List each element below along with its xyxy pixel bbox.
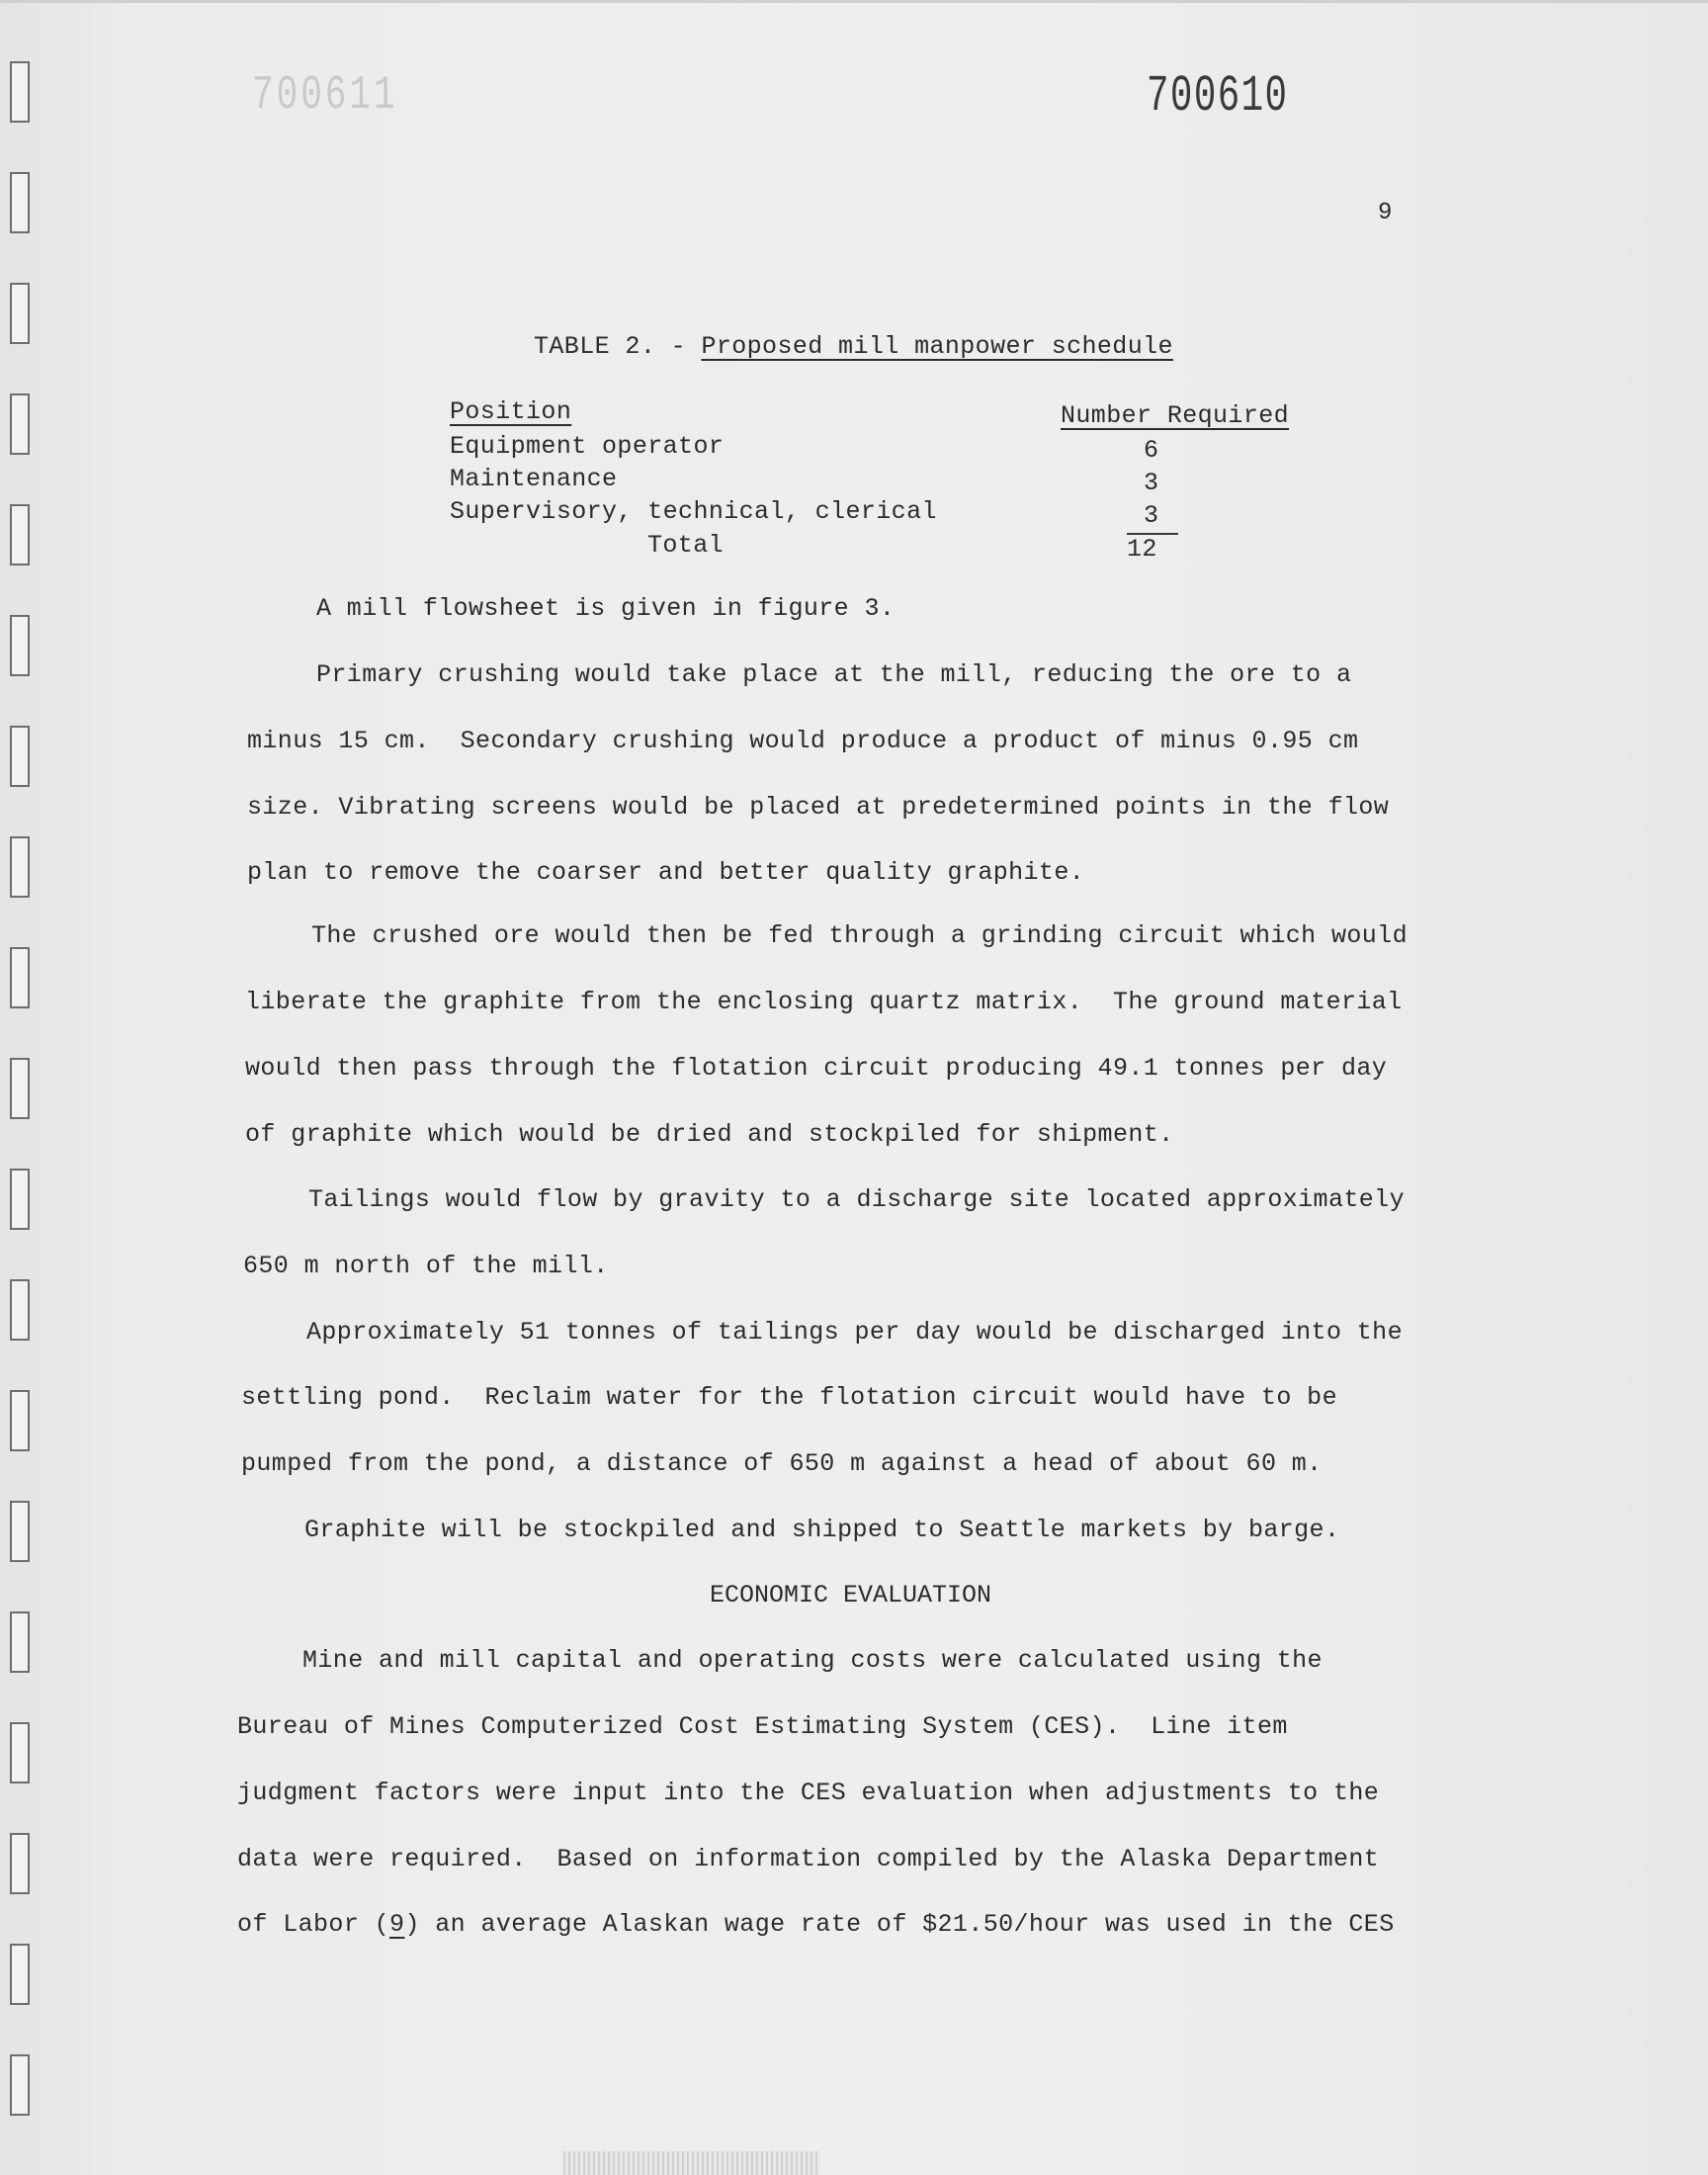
binder-hole [10,1058,30,1119]
binder-hole [10,1611,30,1673]
paragraph-line: Tailings would flow by gravity to a discharge site located approximately [308,1185,1405,1214]
paragraph-line: liberate the graphite from the enclosing quartz matrix. The ground material [245,988,1403,1016]
last-line-before: of Labor ( [237,1910,390,1939]
table-total-label: Total [647,531,725,560]
scan-artifact [563,2151,820,2175]
paragraph-line: judgment factors were input into the CES evaluation when adjustments to the [237,1779,1380,1807]
paragraph-line: 650 m north of the mill. [243,1252,609,1280]
binder-hole [10,1279,30,1341]
table-header-position: Position [450,397,572,426]
paragraph-line: settling pond. Reclaim water for the flotation circuit would have to be [241,1383,1337,1412]
binder-hole [10,1944,30,2005]
paragraph-line: size. Vibrating screens would be placed at predetermined points in the flow [247,793,1390,822]
binder-hole [10,504,30,566]
binder-hole [10,1169,30,1230]
paragraph-line: of graphite which would be dried and stockpiled for shipment. [245,1120,1174,1149]
table-row-position: Supervisory, technical, clerical [450,497,937,526]
table-caption-title: Proposed mill manpower schedule [701,332,1173,361]
table-row-number: 3 [1144,501,1159,530]
paragraph-line: data were required. Based on information compiled by the Alaska Department [237,1845,1380,1873]
paragraph-line: would then pass through the flotation circuit producing 49.1 tonnes per day [245,1054,1388,1083]
paragraph-line: minus 15 cm. Secondary crushing would produce a product of minus 0.95 cm [247,727,1359,755]
binder-hole [10,172,30,233]
faded-document-number: 700611 [252,69,398,123]
section-heading: ECONOMIC EVALUATION [710,1581,992,1610]
paragraph-line: Mine and mill capital and operating costs were calculated using the [302,1646,1323,1675]
paragraph-line: Bureau of Mines Computerized Cost Estimating System (CES). Line item [237,1712,1288,1741]
paragraph-line: Approximately 51 tonnes of tailings per day would be discharged into the [306,1318,1403,1347]
binder-hole [10,836,30,898]
paragraph-line: pumped from the pond, a distance of 650 m against a head of about 60 m. [241,1449,1323,1478]
binder-hole [10,1501,30,1562]
binder-hole [10,283,30,344]
table-caption [534,332,1173,361]
binder-hole [10,1722,30,1784]
binder-hole [10,615,30,676]
table-row-position: Maintenance [450,465,618,493]
table-row-position: Equipment operator [450,432,725,461]
last-line-after: ) an average Alaskan wage rate of $21.50/hour was used in the CES [404,1910,1395,1939]
paragraph-line [237,1910,1395,1939]
table-row-number: 3 [1144,469,1159,497]
reference-number: 9 [389,1910,405,1939]
binder-hole [10,1390,30,1451]
paragraph-line: Graphite will be stockpiled and shipped to Seattle markets by barge. [304,1516,1340,1544]
binder-hole [10,726,30,787]
scan-top-edge [0,0,1708,3]
paragraph-line: A mill flowsheet is given in figure 3. [316,594,896,623]
binder-hole [10,2054,30,2116]
table-total-value: 12 [1127,535,1157,564]
table-caption-prefix: TABLE 2. - [534,332,702,361]
table-row-number: 6 [1144,436,1159,465]
binder-hole [10,1833,30,1894]
paragraph-line: plan to remove the coarser and better quality graphite. [247,858,1085,887]
binder-hole [10,947,30,1008]
table-header-number: Number Required [1061,401,1290,430]
page-number: 9 [1378,200,1393,226]
paragraph-line: Primary crushing would take place at the mill, reducing the ore to a [316,660,1352,689]
document-number-stamp: 700610 [1147,67,1289,126]
binder-hole [10,61,30,123]
paragraph-line: The crushed ore would then be fed through a grinding circuit which would [311,921,1408,950]
binder-hole [10,393,30,455]
